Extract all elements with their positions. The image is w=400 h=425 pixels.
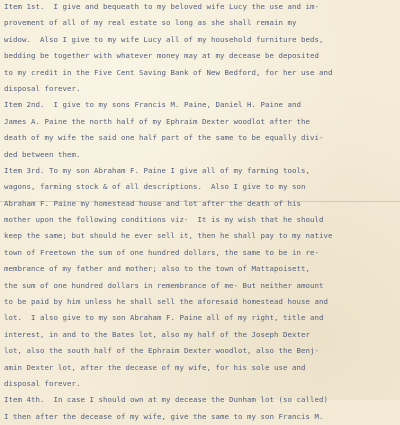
text-line: the sum of one hundred dollars in remembrance of me- But neither amount	[4, 280, 324, 290]
text-line: disposal forever.	[4, 378, 81, 388]
text-line: bedding be together with whatever money may at my decease be deposited	[4, 51, 319, 61]
text-line: to my credit in the Five Cent Saving Bank of New Bedford, for her use and	[4, 67, 333, 77]
text-line: Item 4th. In case I should own at my decease the Dunham lot (so called)	[4, 395, 328, 405]
text-line: town of Freetown the sum of one hundred dollars, the same to be in re-	[4, 247, 319, 257]
typewritten-text	[4, 0, 398, 425]
text-line: amin Dexter lot, after the decease of my wife, for his sole use and	[4, 362, 306, 372]
text-line: Item 3rd. To my son Abraham F. Paine I give all of my farming tools,	[4, 165, 310, 175]
text-line: I then after the decease of my wife, give the same to my son Francis M.	[4, 411, 324, 421]
text-line: mother upon the following conditions viz- It is my wish that he should	[4, 215, 324, 225]
text-line: disposal forever.	[4, 83, 81, 93]
text-line: to be paid by him unless he shall sell the aforesaid homestead house and	[4, 297, 328, 307]
text-line: lot. I also give to my son Abraham F. Paine all of my right, title and	[4, 313, 324, 323]
text-line: wagons, farming stock & of all descriptions. Also I give to my son	[4, 182, 306, 192]
text-line: Item 2nd. I give to my sons Francis M. Paine, Daniel H. Paine and	[4, 100, 301, 110]
text-line: James A. Paine the north half of my Ephraim Dexter woodlot after the	[4, 116, 310, 126]
text-line: lot, also the south half of the Ephraim Dexter woodlot, also the Benj-	[4, 346, 319, 356]
text-line: ded between them.	[4, 149, 81, 159]
text-line: widow. Also I give to my wife Lucy all of my household furniture beds,	[4, 34, 324, 44]
text-line: Abraham F. Paine my homestead house and lot after the death of his	[4, 198, 301, 208]
text-line: death of my wife the said one half part of the same to be equally divi-	[4, 133, 324, 143]
text-line: interest, in and to the Bates lot, also my half of the Joseph Dexter	[4, 329, 310, 339]
text-line: membrance of my father and mother; also to the town of Mattapoisett,	[4, 264, 310, 274]
text-line: Item 1st. I give and bequeath to my beloved wife Lucy the use and im-	[4, 2, 319, 11]
text-line: keep the same; but should he ever sell it, then he shall pay to my native	[4, 231, 333, 241]
text-line: provement of all of my real estate so long as she shall remain my	[4, 18, 297, 28]
